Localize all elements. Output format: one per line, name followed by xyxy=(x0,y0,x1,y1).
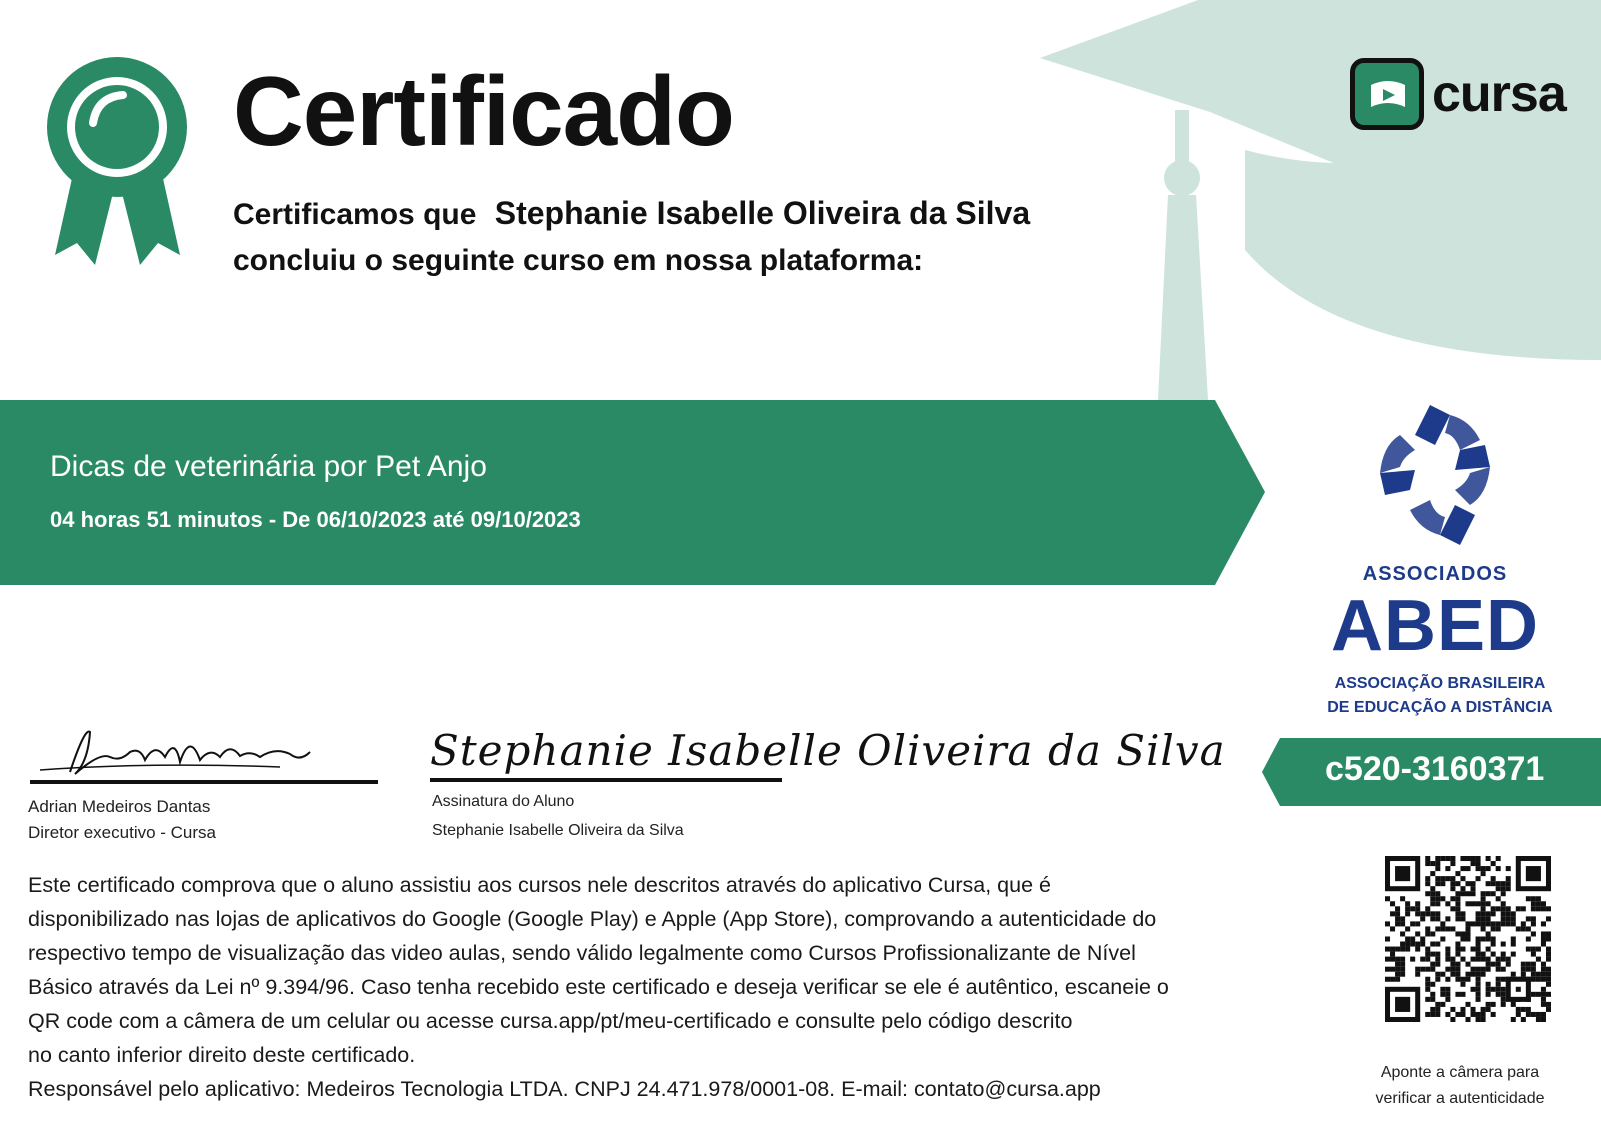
body-line: disponibilizado nas lojas de aplicativos do Google (Google Play) e Apple (App Store), comprovando a autenticidade do xyxy=(28,907,1157,931)
body-line: QR code com a câmera de um celular ou acesse cursa.app/pt/meu-certificado e consulte pelo código descrito xyxy=(28,1009,1073,1033)
director-signature xyxy=(30,722,320,782)
certify-prefix: Certificamos que xyxy=(233,198,477,231)
certificate-body-text xyxy=(28,868,1318,1106)
course-duration-dates: 04 horas 51 minutos - De 06/10/2023 até 09/10/2023 xyxy=(50,507,581,532)
student-name: Stephanie Isabelle Oliveira da Silva xyxy=(494,195,1031,231)
body-line: Este certificado comprova que o aluno assistiu aos cursos nele descritos através do aplicativo Cursa, que é xyxy=(28,873,1051,897)
body-line: no canto inferior direito deste certificado. xyxy=(28,1043,416,1067)
qr-caption-line-1: Aponte a câmera para xyxy=(1380,1064,1540,1081)
certify-suffix: concluiu o seguinte curso em nossa plataforma: xyxy=(233,244,924,277)
qr-caption xyxy=(1335,1060,1585,1112)
body-line: respectivo tempo de visualização das video aulas, sendo válido legalmente como Cursos Profissionalizante de Nível xyxy=(28,941,1136,965)
abed-logo-icon xyxy=(1375,405,1515,545)
award-ribbon-icon xyxy=(45,55,190,270)
course-name: Dicas de veterinária por Pet Anjo xyxy=(50,450,487,483)
director-name: Adrian Medeiros Dantas xyxy=(28,797,211,816)
certify-statement xyxy=(233,190,1030,284)
course-banner xyxy=(0,400,1265,585)
student-signature-line xyxy=(430,778,782,782)
director-signature-line xyxy=(30,780,378,784)
certificate-code: c520-3160371 xyxy=(1325,750,1545,788)
student-signature-name: Stephanie Isabelle Oliveira da Silva xyxy=(432,822,684,839)
page-title: Certificado xyxy=(233,56,734,166)
logo-text: cursa xyxy=(1432,65,1566,123)
cursa-logo xyxy=(1350,58,1566,130)
certify-line-1 xyxy=(233,190,1030,238)
abed-associados-label: ASSOCIADOS xyxy=(1362,563,1508,585)
abed-full-line-1: ASSOCIAÇÃO BRASILEIRA xyxy=(1334,675,1546,692)
student-signature-label: Assinatura do Aluno xyxy=(432,793,575,810)
qr-caption-line-2: verificar a autenticidade xyxy=(1375,1090,1545,1107)
abed-acronym: ABED xyxy=(1330,586,1539,666)
student-signature: Stephanie Isabelle Oliveira da Silva xyxy=(430,726,1226,775)
abed-full-line-2: DE EDUCAÇÃO A DISTÂNCIA xyxy=(1327,699,1553,716)
body-line: Básico através da Lei nº 9.394/96. Caso tenha recebido este certificado e deseja verificar se ele é autêntico, escaneie o xyxy=(28,975,1169,999)
cursa-logo-icon xyxy=(1350,58,1424,130)
abed-full-name xyxy=(1300,672,1580,720)
body-line: Responsável pelo aplicativo: Medeiros Tecnologia LTDA. CNPJ 24.471.978/0001-08. E-mail: contato@cursa.app xyxy=(28,1077,1101,1101)
director-role: Diretor executivo - Cursa xyxy=(28,823,217,842)
qr-code-icon[interactable] xyxy=(1385,856,1551,1022)
